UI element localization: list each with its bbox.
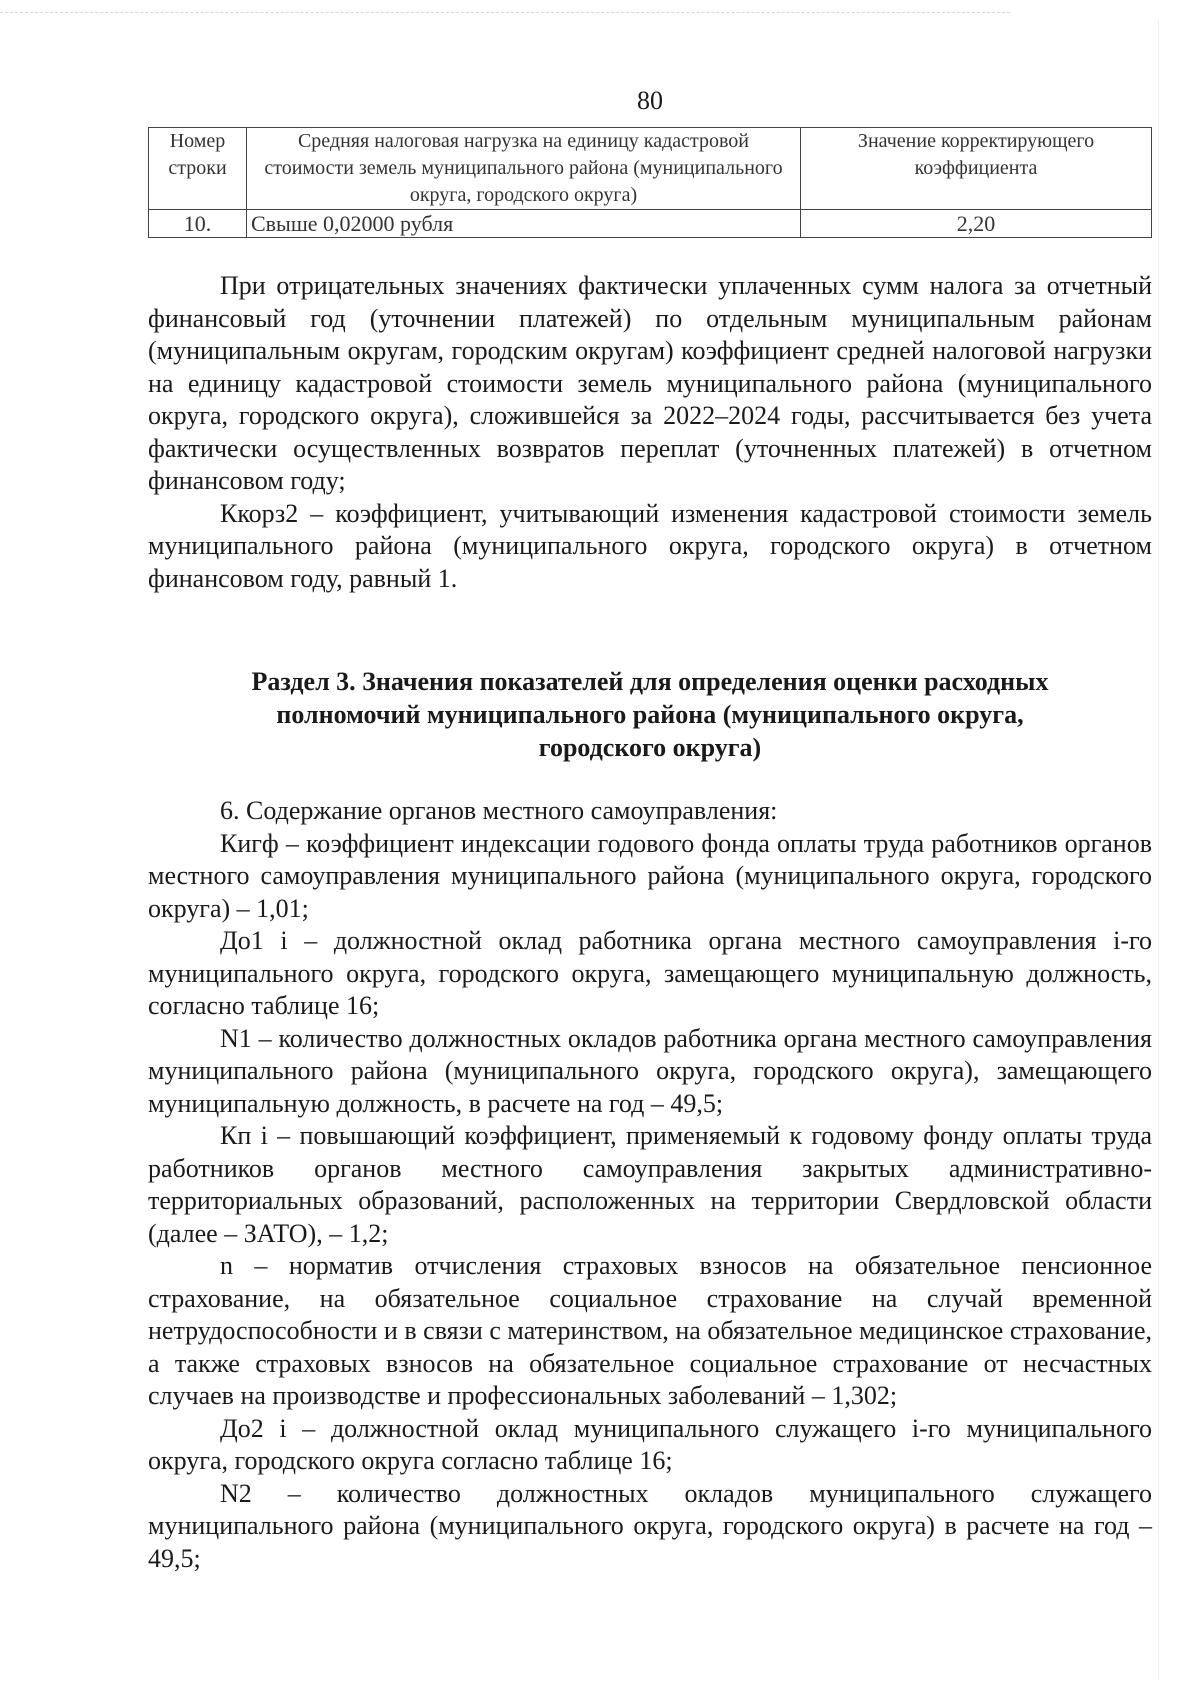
paragraph-kp: Кп i – повышающий коэффициент, применяемый к годовому фонду оплаты труда работников органов местного самоуправления закрытых административно-территориальных образований, расположенных на территории Свердловской области (далее – ЗАТО), – 1,2;: [148, 1121, 1152, 1248]
section-heading: [148, 665, 1152, 764]
paragraph-negative-values: При отрицательных значениях фактически уплаченных сумм налога за отчетный финансовый год (уточнении платежей) по отдельным муниципальным районам (муниципальным округам, городским округам) коэффициент средней налоговой нагрузки на единицу кадастровой стоимости земель муниципального района (муниципального округа, городского округа), сложившейся за 2022–2024 годы, рассчитывается без учета фактически осуществленных возвратов переплат (уточненных платежей) в отчетном финансовом году;: [148, 271, 1152, 495]
scan-top-edge: [0, 12, 1010, 13]
coefficient-table: [148, 127, 1152, 238]
section-heading-line: городского округа): [538, 733, 762, 762]
header-row-number: Номер строки: [149, 128, 247, 210]
paragraph-do2: До2 i – должностной оклад муниципального служащего i-го муниципального округа, городского округа согласно таблице 16;: [148, 1413, 1152, 1475]
table-header-row: [149, 128, 1152, 210]
paragraph-n1: N1 – количество должностных окладов работника органа местного самоуправления муниципального района (муниципального округа, городского округа), замещающего муниципальную должность, в расчете на год – 49,5;: [148, 1023, 1152, 1118]
page-number: 80: [637, 86, 663, 115]
header-coefficient-value: Значение корректирующего коэффициента: [801, 128, 1152, 210]
header-tax-burden: Средняя налоговая нагрузка на единицу кадастровой стоимости земель муниципального района (муниципального округа, городского округа): [247, 128, 801, 210]
paragraph-item-6: 6. Содержание органов местного самоуправления:: [220, 796, 778, 825]
body-text-bottom: [148, 795, 1152, 1575]
table-row: [149, 210, 1152, 238]
cell-tax-burden: Свыше 0,02000 рубля: [247, 210, 801, 238]
paragraph-do1: До1 i – должностной оклад работника органа местного самоуправления i-го муниципального округа, городского округа, замещающего муниципальную должность, согласно таблице 16;: [148, 926, 1152, 1020]
cell-coefficient-value: 2,20: [801, 210, 1152, 238]
paragraph-kigf: Кигф – коэффициент индексации годового фонда оплаты труда работников органов местного самоуправления муниципального района (муниципального округа, городского округа) – 1,01;: [148, 828, 1152, 923]
cell-row-number: 10.: [149, 210, 247, 238]
section-heading-line: Раздел 3. Значения показателей для определения оценки расходных: [251, 667, 1049, 696]
scan-right-edge: [1158, 20, 1159, 1680]
paragraph-n2: N2 – количество должностных окладов муниципального служащего муниципального района (муниципального округа, городского округа) в расчете на год – 49,5;: [148, 1478, 1152, 1573]
body-text-top: [148, 270, 1152, 595]
section-heading-line: полномочий муниципального района (муниципального округа,: [276, 700, 1024, 729]
paragraph-n: n – норматив отчисления страховых взносов на обязательное пенсионное страхование, на обязательное социальное страхование на случай временной нетрудоспособности и в связи с материнством, на обязательное медицинское страхование, а также страховых взносов на обязательное социальное страхование от несчастных случаев на производстве и профессиональных заболеваний – 1,302;: [148, 1251, 1152, 1410]
paragraph-kkorz2: Ккорз2 – коэффициент, учитывающий изменения кадастровой стоимости земель муниципального района (муниципального округа, городского округа) в отчетном финансовом году, равный 1.: [148, 498, 1152, 593]
